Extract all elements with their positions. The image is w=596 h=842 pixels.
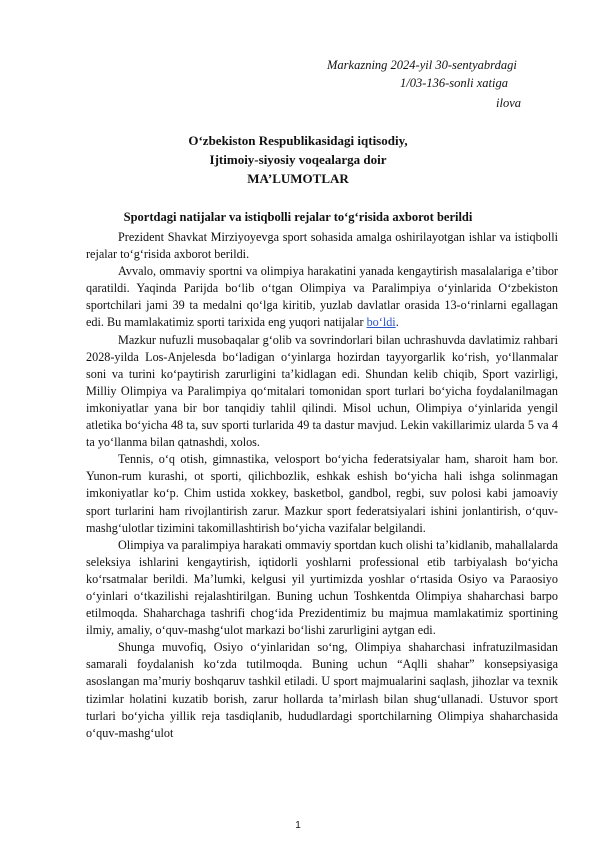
paragraph-6: Shunga muvofiq, Osiyo o‘yinlaridan so‘ng, Olimpiya shaharchasi infratuzilmasidan samarali foydalanish ko‘zda tutilmoqda. Buning uchun “Aqlli shahar” konsepsiyasiga asoslangan ma’muriy boshqaruv tashkil etiladi. U sport majmualarini saqlash, jihozlar va texnik tizimlar holatini kuzatib borish, zarur hollarda ta’mirlash bilan shug‘ullanadi. Ustuvor sport turlari bo‘yicha yillik reja tasdiqlanib, hududlardagi sportchilarning Olimpiya shaharchasida o‘quv-mashg‘ulot <box>86 640 558 740</box>
document-body <box>86 229 558 742</box>
paragraph-2 <box>86 263 558 331</box>
paragraph-1: Prezident Shavkat Mirziyoyevga sport sohasida amalga oshirilayotgan ishlar va istiqbolli rejalar to‘g‘risida axborot berildi. <box>86 230 558 262</box>
paragraph-4: Tennis, o‘q otish, gimnastika, velosport bo‘yicha federatsiyalar ham, sharoit ham bor. Yunon-rum kurashi, ot sporti, qilichbozlik, eshkak eshish bo‘yicha hali ishga solinmagan imkoniyatlar ko‘p. Chim ustida xokkey, basketbol, gandbol, regbi, suv polosi kabi jamoaviy sport turlarini ham rivojlantirish zarur. Mazkur sport federatsiyalari ishini jonlantirish, o‘quv-mashg‘ulotlar tizimini takomillashtirish bo‘yicha vazifalar belgilandi. <box>86 452 558 535</box>
section-title: Sportdagi natijalar va istiqbolli rejalar to‘g‘risida axborot berildi <box>123 210 473 224</box>
annotation-line-1: Markazning 2024-yil 30-sentyabrdagi <box>327 58 517 72</box>
page-number: 1 <box>295 820 301 831</box>
paragraph-2-text: Avvalo, ommaviy sportni va olimpiya harakatini yanada kengaytirish masalalariga e’tibor qaratildi. Yaqinda Parijda bo‘lib o‘tgan Olimpiya va Paralimpiya o‘yinlarida O‘zbekiston sportchilari jami 39 ta medalni qo‘lga kiritib, yuzlab davlatlar orasida 13-o‘rinlarni egallagan edi. Bu mamlakatimiz sporti tarixida eng yuqori natijalar <box>86 264 558 330</box>
paragraph-5: Olimpiya va paralimpiya harakati ommaviy sportdan kuch olishi ta’kidlanib, mahallalarda seleksiya ishlarini kengaytirish, iqtidorli yoshlarni professional etib tarbiyalash bo‘yicha ko‘rsatmalar berildi. Ma’lumki, kelgusi yil yurtimizda yoshlar o‘rtasida Osiyo va Paraosiyo o‘yinlari o‘tkazilishi rejalashtirilgan. Buning uchun Toshkentda Olimpiya shaharchasi barpo etilmoqda. Shaharchaga tashrifi chog‘ida Prezidentimiz bu majmua mamlakatimiz sportining ilmiy, amaliy, o‘quv-mashg‘ulot markazi bo‘lishi zarurligini aytgan edi. <box>86 537 558 638</box>
heading-line-1: O‘zbekiston Respublikasidagi iqtisodiy, <box>188 133 408 148</box>
annotation-line-2: 1/03-136-sonli xatiga <box>400 76 508 90</box>
paragraph-2-end: . <box>395 315 399 330</box>
paragraph-3: Mazkur nufuzli musobaqalar g‘olib va sovrindorlari bilan uchrashuvda davlatimiz rahbari 2028-yilda Los-Anjelesda bo‘ladigan o‘yinlarga hozirdan tayyorgarlik ko‘rish, yo‘llanmalar soni va turini ko‘paytirish zarurligini ta’kidlagan edi. Shundan kelib chiqib, Sport vazirligi, Milliy Olimpiya va Paralimpiya qo‘mitalari tomonidan sport turlari bo‘yicha foydalanilmagan imkoniyatlar yana bir bor tanqidiy tahlil qilindi. Misol uchun, Olimpiya o‘yinlarida yengil atletika bo‘yicha 48 ta, suv sporti turlarida 49 ta dastur mavjud. Lekin vakillarimiz ularda 5 va 4 ta yo‘llanma bilan qatnashdi, xolos. <box>86 332 558 450</box>
heading-line-2: Ijtimoiy-siyosiy voqealarga doir <box>209 152 387 167</box>
source-link[interactable]: bo‘ldi <box>366 315 396 330</box>
annotation-line-3: ilova <box>496 96 521 110</box>
heading-line-3: MA’LUMOTLAR <box>247 171 349 186</box>
